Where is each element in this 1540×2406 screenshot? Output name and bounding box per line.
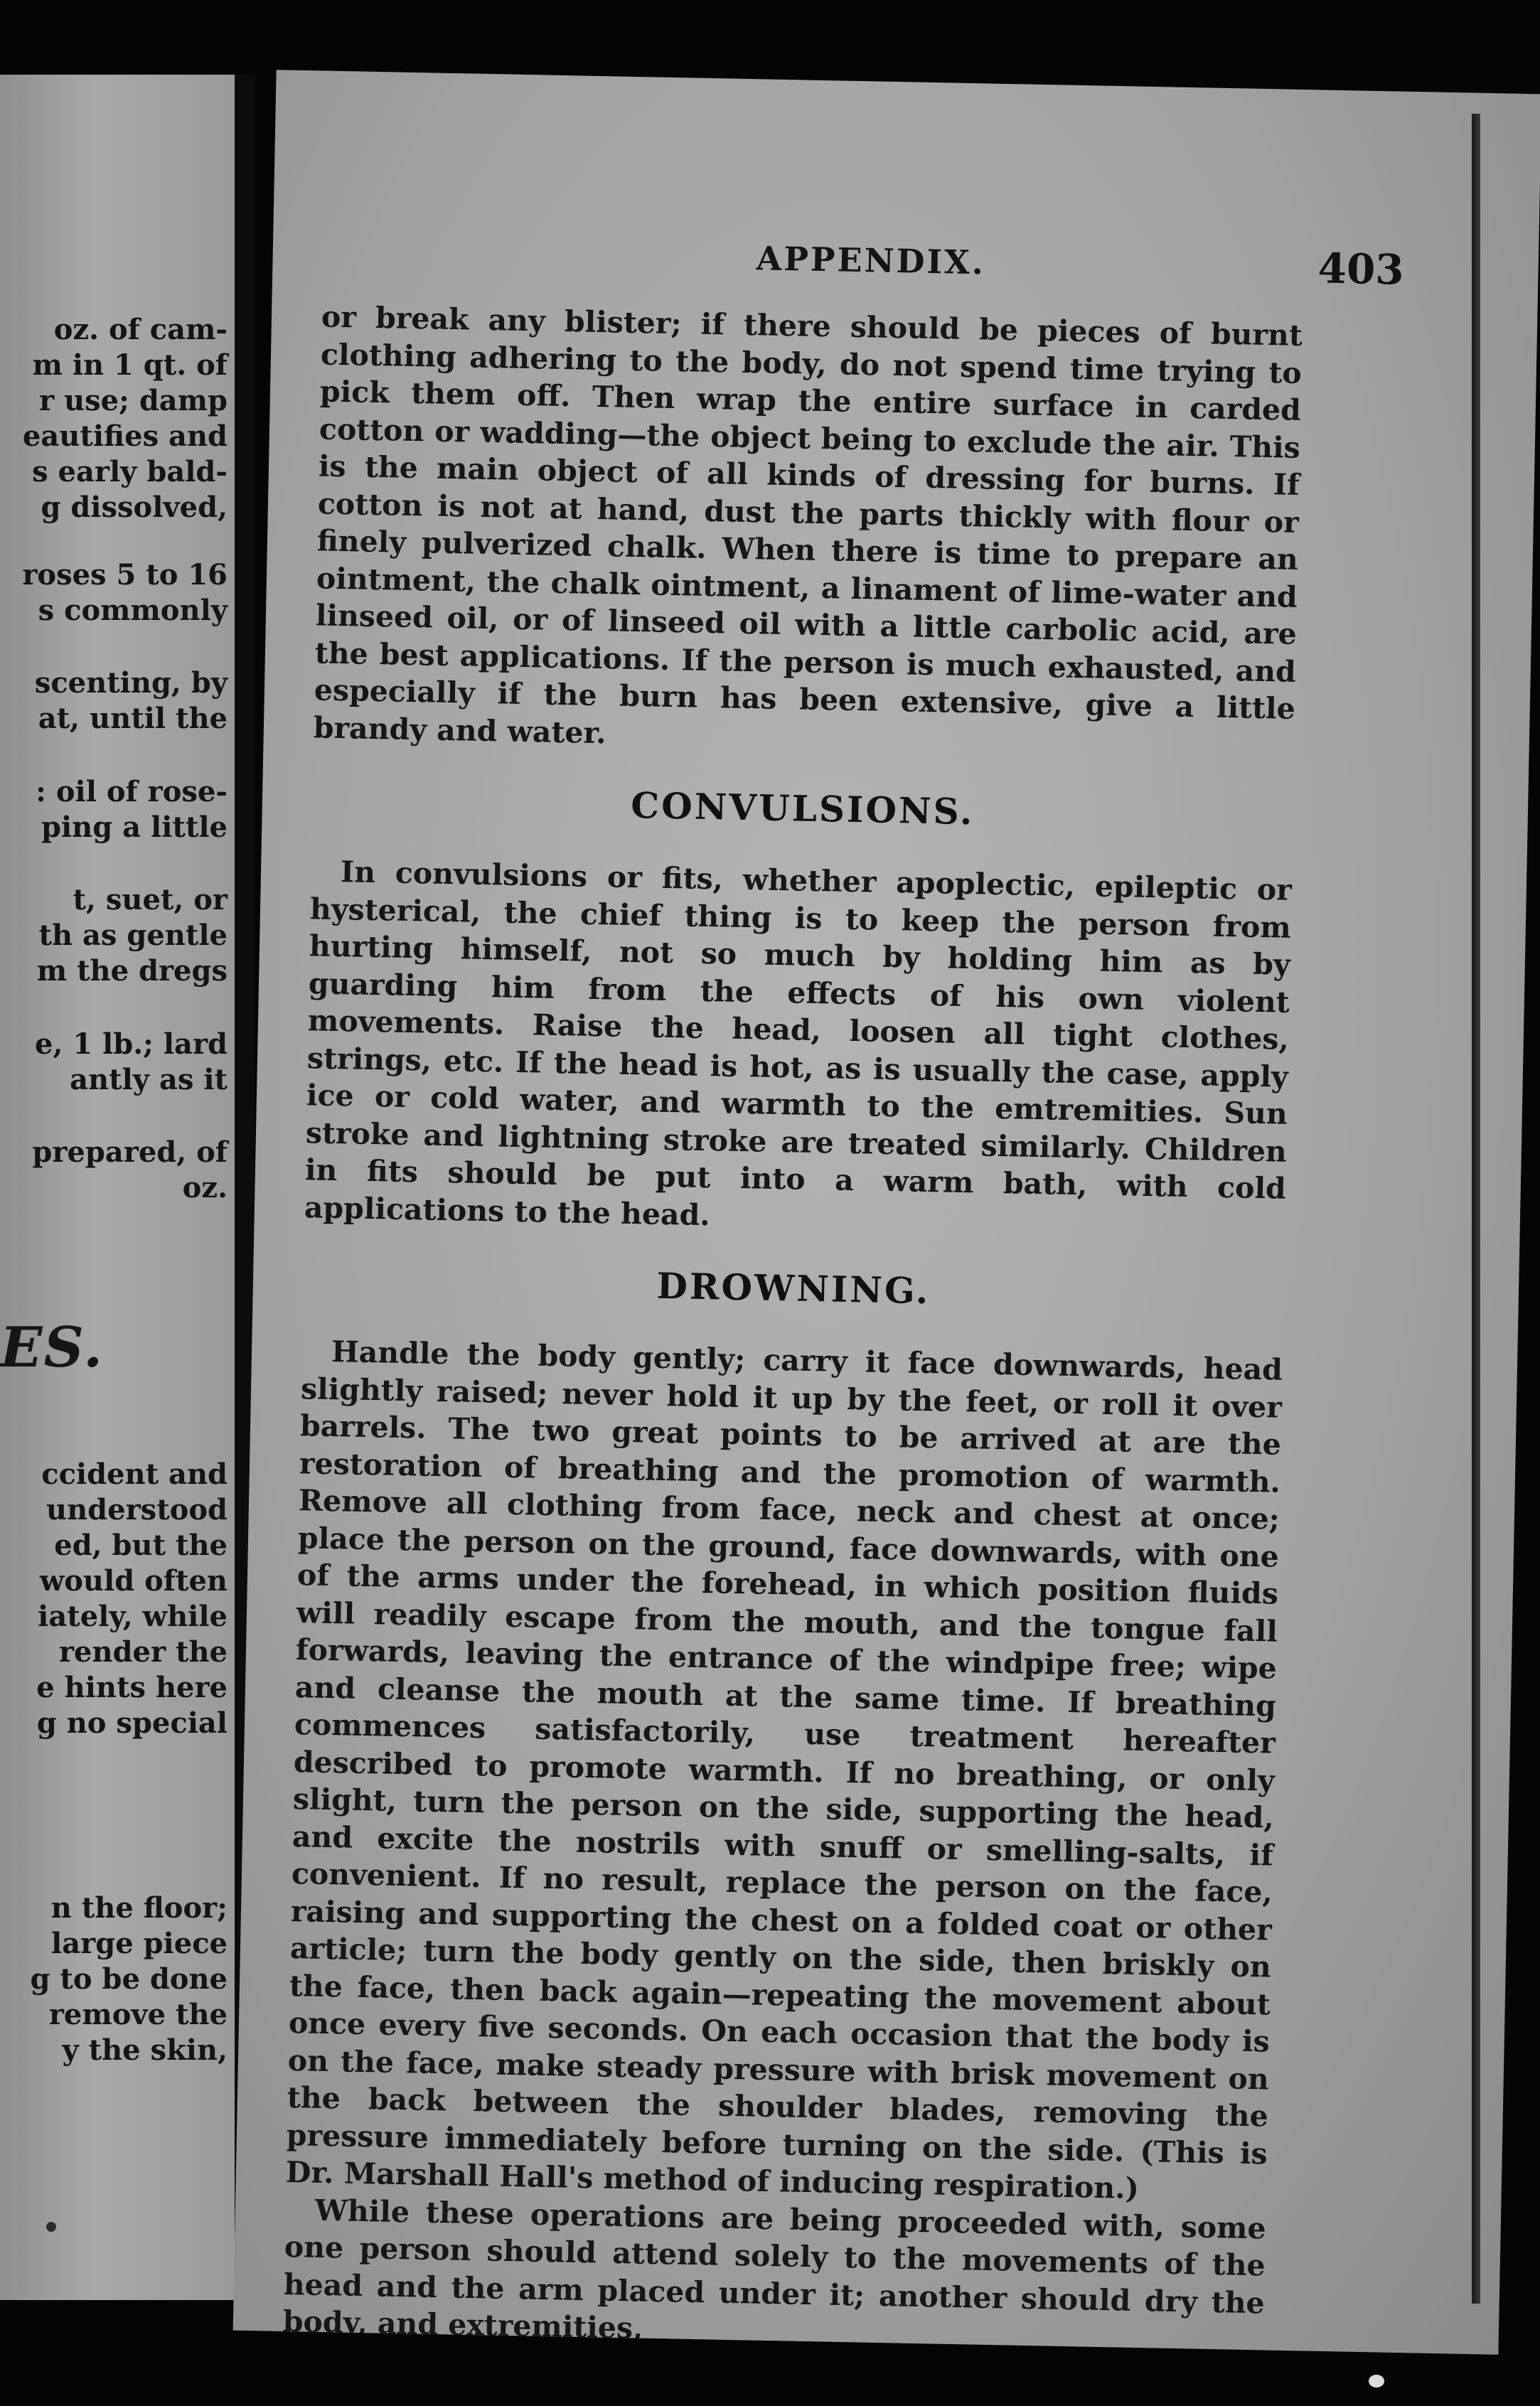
- drowning-paragraph: Handle the body gently; carry it face downwards, head slightly raised; never hold it up by the feet, or roll it over barrels. The two great points to be arrived at are the restoration of breathing and the promotion of warmth. Remove all clothing from face, neck and chest at once; place the person on the ground, face downwards, with one of the arms under the forehead, in which position fluids will readily escape from the mouth, and the tongue fall forwards, leaving the entrance of the windpipe free; wipe and cleanse the mouth at the same time. If breathing commences satisfactorily, use treatment hereafter described to promote warmth. If no breathing, or only slight, turn the person on the side, supporting the head, and excite the nostrils with snuff or smelling-salts, if convenient. If no result, replace the person on the face, raising and supporting the chest on a folded coat or other article; turn the body gently on the side, then briskly on the face, then back again—repeating the movement about once every five seconds. On each occasion that the body is on the face, make steady pressure with brisk movement on the back between the shoulder blades, removing the pressure immediately before turning on the side. (This is Dr. Marshall Hall's method of inducing respiration.): [285, 1335, 1283, 2206]
- left-text-line: e hints here: [36, 1671, 228, 1704]
- left-text-line: would often: [39, 1564, 228, 1598]
- left-text-line: oz. of cam-: [53, 313, 228, 346]
- left-text-line: scenting, by: [34, 666, 228, 700]
- left-text-line: s early bald-: [32, 455, 228, 488]
- left-text-line: roses 5 to 16: [22, 558, 228, 592]
- left-text-line: y the skin,: [62, 2033, 228, 2067]
- left-text-line: oz.: [182, 1171, 228, 1204]
- page-body: [282, 298, 1303, 2354]
- left-text-line: n the floor;: [50, 1891, 228, 1925]
- left-text-line: render the: [58, 1635, 228, 1669]
- left-text-line: e, 1 lb.; lard: [35, 1027, 228, 1061]
- scan-speck: [1369, 2375, 1384, 2388]
- left-text-line: g to be done: [30, 1962, 228, 1996]
- ink-spot: [46, 2222, 56, 2232]
- left-text-line: g no special: [36, 1706, 228, 1740]
- left-text-line: r use; damp: [39, 384, 228, 417]
- section-heading-convulsions: CONVULSIONS.: [630, 784, 975, 833]
- left-text-line: : oil of rose-: [36, 775, 228, 808]
- page-403: [233, 70, 1540, 2355]
- left-text-line: eautifies and: [22, 419, 228, 453]
- left-text-line: s commonly: [38, 594, 228, 627]
- running-head: [272, 230, 1539, 304]
- left-text-line: large piece: [51, 1927, 228, 1960]
- left-text-line: antly as it: [70, 1063, 228, 1096]
- page-edge-shadow: [1472, 114, 1480, 2304]
- left-text-line: understood: [46, 1493, 228, 1527]
- section-heading-drowning: DROWNING.: [656, 1264, 931, 1312]
- left-text-line: g dissolved,: [41, 491, 228, 524]
- left-text-line: ccident and: [41, 1458, 228, 1491]
- left-text-line: th as gentle: [38, 919, 228, 952]
- convulsions-paragraph: In convulsions or fits, whether apoplectic, epileptic or hysterical, the chief thing is to keep the person from hurting himself, not so much by holding him as by guarding him from the effects of his own violent movements. Raise the head, loosen all tight clothes, strings, etc. If the head is hot, as is usually the case, apply ice or cold water, and warmth to the emtremities. Sun stroke and lightning stroke are treated similarly. Children in fits should be put into a warm bath, with cold applications to the head.: [304, 855, 1293, 1232]
- left-text-line: m in 1 qt. of: [32, 348, 228, 382]
- left-text-line: iately, while: [38, 1600, 228, 1633]
- drowning-paragraph: While these operations are being proceeded with, some one person should attend solely to the movements of the head and the arm placed under it; another should dry the body, and extremities,: [282, 2193, 1267, 2346]
- left-text-line: ed, but the: [54, 1529, 228, 1562]
- left-text-line: remove the: [48, 1998, 228, 2031]
- left-text-line: m the dregs: [36, 954, 228, 988]
- left-section-heading: ES.: [0, 1315, 105, 1380]
- left-page-fragment: [0, 75, 235, 2300]
- running-title: APPENDIX.: [756, 239, 986, 282]
- page-number: 403: [1317, 244, 1405, 294]
- left-text-line: prepared, of: [32, 1135, 228, 1169]
- left-text-line: at, until the: [38, 702, 228, 735]
- left-text-line: ping a little: [41, 811, 228, 844]
- burns-continued-paragraph: or break any blister; if there should be pieces of burnt clothing adhering to the body, do not spend time trying to pick them off. Then wrap the entire surface in carded cotton or wadding—the object being to exclude the air. This is the main object of all kinds of dressing for burns. If cotton is not at hand, dust the parts thickly with flour or finely pulverized chalk. When there is time to prepare an ointment, the chalk ointment, a linament of lime-water and linseed oil, or of linseed oil with a little carbolic acid, are the best applications. If the person is much exhausted, and especially if the burn has been extensive, give a little brandy and water.: [313, 299, 1303, 750]
- left-text-line: t, suet, or: [73, 883, 228, 916]
